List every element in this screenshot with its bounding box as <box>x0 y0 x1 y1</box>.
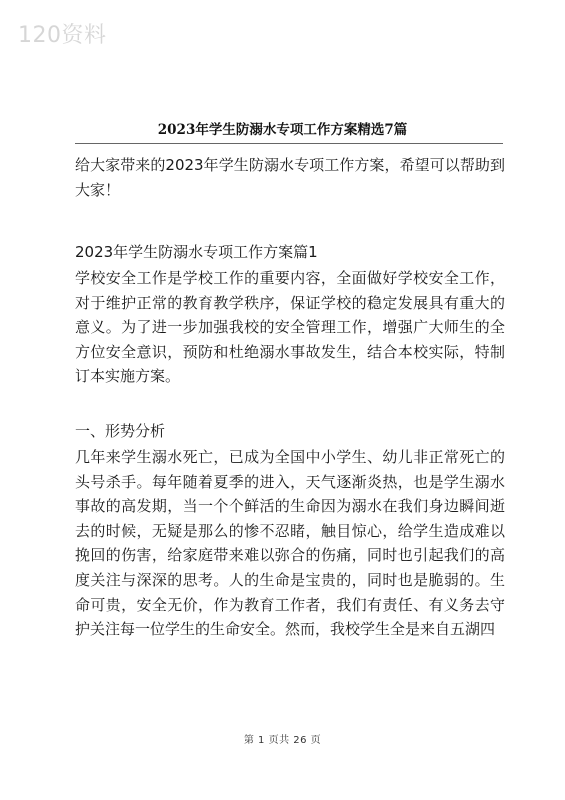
body-paragraph-2: 几年来学生溺水死亡，已成为全国中小学生、幼儿非正常死亡的头号杀手。每年随着夏季的进入，天气逐渐炎热，也是学生溺水事故的高发期，当一个个鲜活的生命因为溺水在我们身边瞬间逝去的时候，无疑是那么的惨不忍睹，触目惊心，给学生造成难以挽回的伤害，给家庭带来难以弥合的伤痛，同时也引起我们的高度关注与深深的思考。人的生命是宝贵的，同时也是脆弱的。生命可贵，安全无价，作为教育工作者，我们有责任、有义务去守护关注每一位学生的生命安全。然而，我校学生全是来自五湖四 <box>75 448 505 639</box>
body-paragraph-1: 学校安全工作是学校工作的重要内容，全面做好学校安全工作，对于维护正常的教育教学秩序，保证学校的稳定发展具有重大的意义。为了进一步加强我校的安全管理工作，增强广大师生的全方位安全意识，预防和杜绝溺水事故发生，结合本校实际，特制订本实施方案。 <box>75 269 505 386</box>
document-title: 2023年学生防溺水专项工作方案精选7篇 <box>157 122 408 138</box>
page-indicator: 第 1 页共 26 页 <box>243 735 322 746</box>
title-divider <box>75 143 503 144</box>
subheading-situation-analysis: 一、形势分析 <box>75 422 166 440</box>
intro-paragraph: 给大家带来的2023年学生防溺水专项工作方案，希望可以帮助到大家！ <box>75 156 505 199</box>
section-heading: 2023年学生防溺水专项工作方案篇1 <box>75 243 318 261</box>
watermark-logo: 120资料 <box>18 23 107 48</box>
